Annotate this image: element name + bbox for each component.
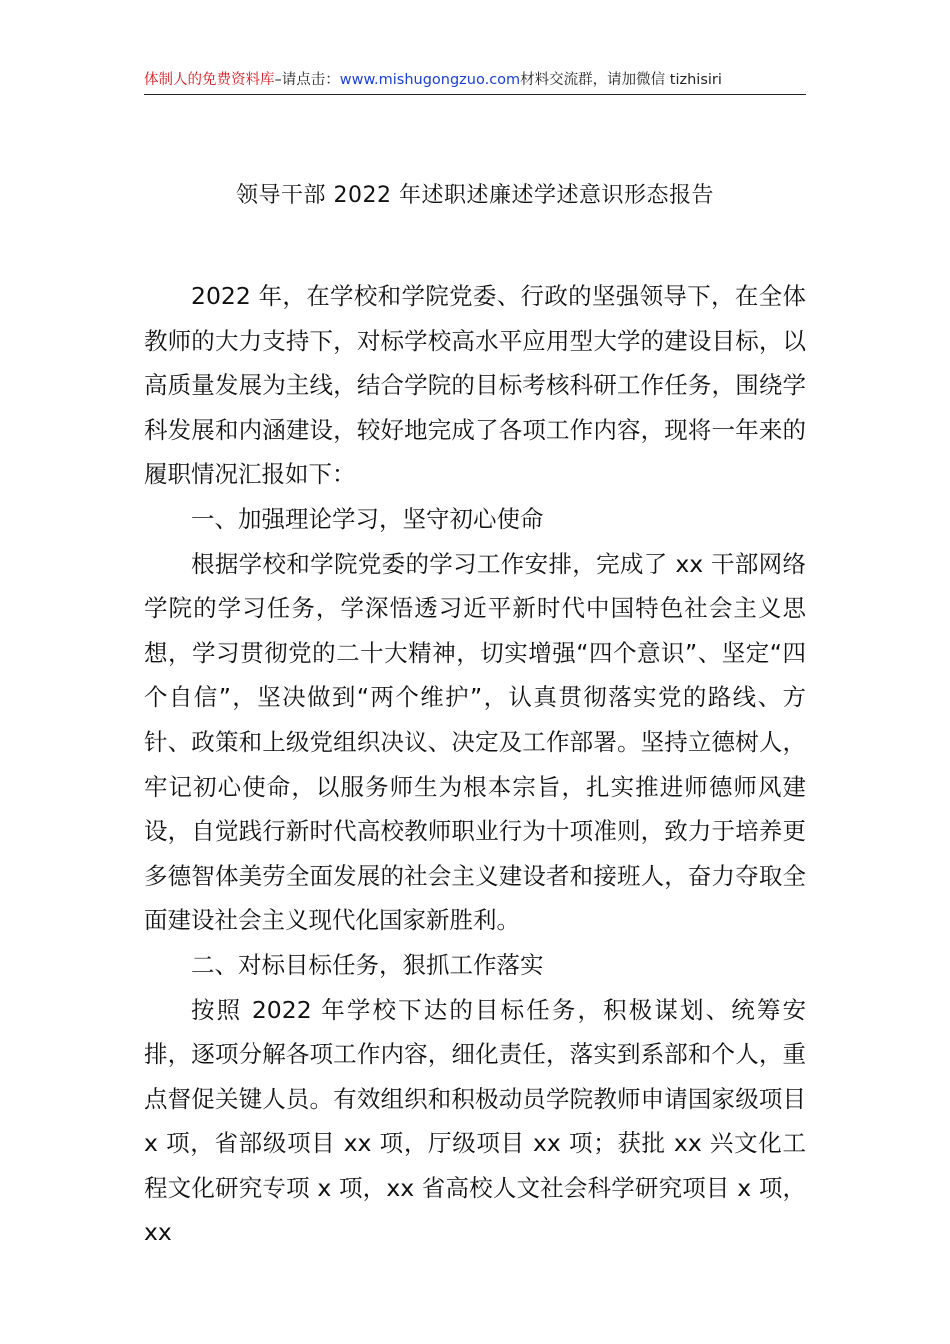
section-1-paragraph: 根据学校和学院党委的学习工作安排，完成了 xx 干部网络学院的学习任务，学深悟透习近平新时代中国特色社会主义思想，学习贯彻党的二十大精神，切实增强“四个意识”、坚定“四个自信”，坚决做到“两个维护”，认真贯彻落实党的路线、方针、政策和上级党组织决议、决定及工作部署。坚持立德树人，牢记初心使命，以服务师生为根本宗旨，扎实推进师德师风建设，自觉践行新时代高校教师职业行为十项准则，致力于培养更多德智体美劳全面发展的社会主义建设者和接班人，奋力夺取全面建设社会主义现代化国家新胜利。: [144, 549, 806, 935]
document-body: [144, 274, 806, 1255]
header-prompt: –请点击：: [274, 72, 340, 88]
header-note: 材料交流群，请加微信 tizhisiri: [520, 72, 722, 88]
document-title: 领导干部 2022 年述职述廉述学述意识形态报告: [236, 183, 714, 208]
intro-paragraph: 2022 年，在学校和学院党委、行政的坚强领导下，在全体教师的大力支持下，对标学校高水平应用型大学的建设目标，以高质量发展为主线，结合学院的目标考核科研工作任务，围绕学科发展和内涵建设，较好地完成了各项工作内容，现将一年来的履职情况汇报如下：: [144, 282, 806, 489]
header-brand: 体制人的免费资料库: [144, 72, 275, 88]
page-header: [144, 68, 806, 95]
section-2-paragraph: 按照 2022 年学校下达的目标任务，积极谋划、统筹安排，逐项分解各项工作内容，细化责任，落实到系部和个人，重点督促关键人员。有效组织和积极动员学院教师申请国家级项目 x 项，省部级项目 xx 项，厅级项目 xx 项；获批 xx 兴文化工程文化研究专项 x 项，xx 省高校人文社会科学研究项目 x 项，xx: [144, 995, 806, 1247]
header-url-link[interactable]: www.mishugongzuo.com: [339, 72, 521, 88]
section-heading-2: 二、对标目标任务，狠抓工作落实: [191, 950, 544, 979]
section-heading-1: 一、加强理论学习，坚守初心使命: [191, 504, 544, 533]
